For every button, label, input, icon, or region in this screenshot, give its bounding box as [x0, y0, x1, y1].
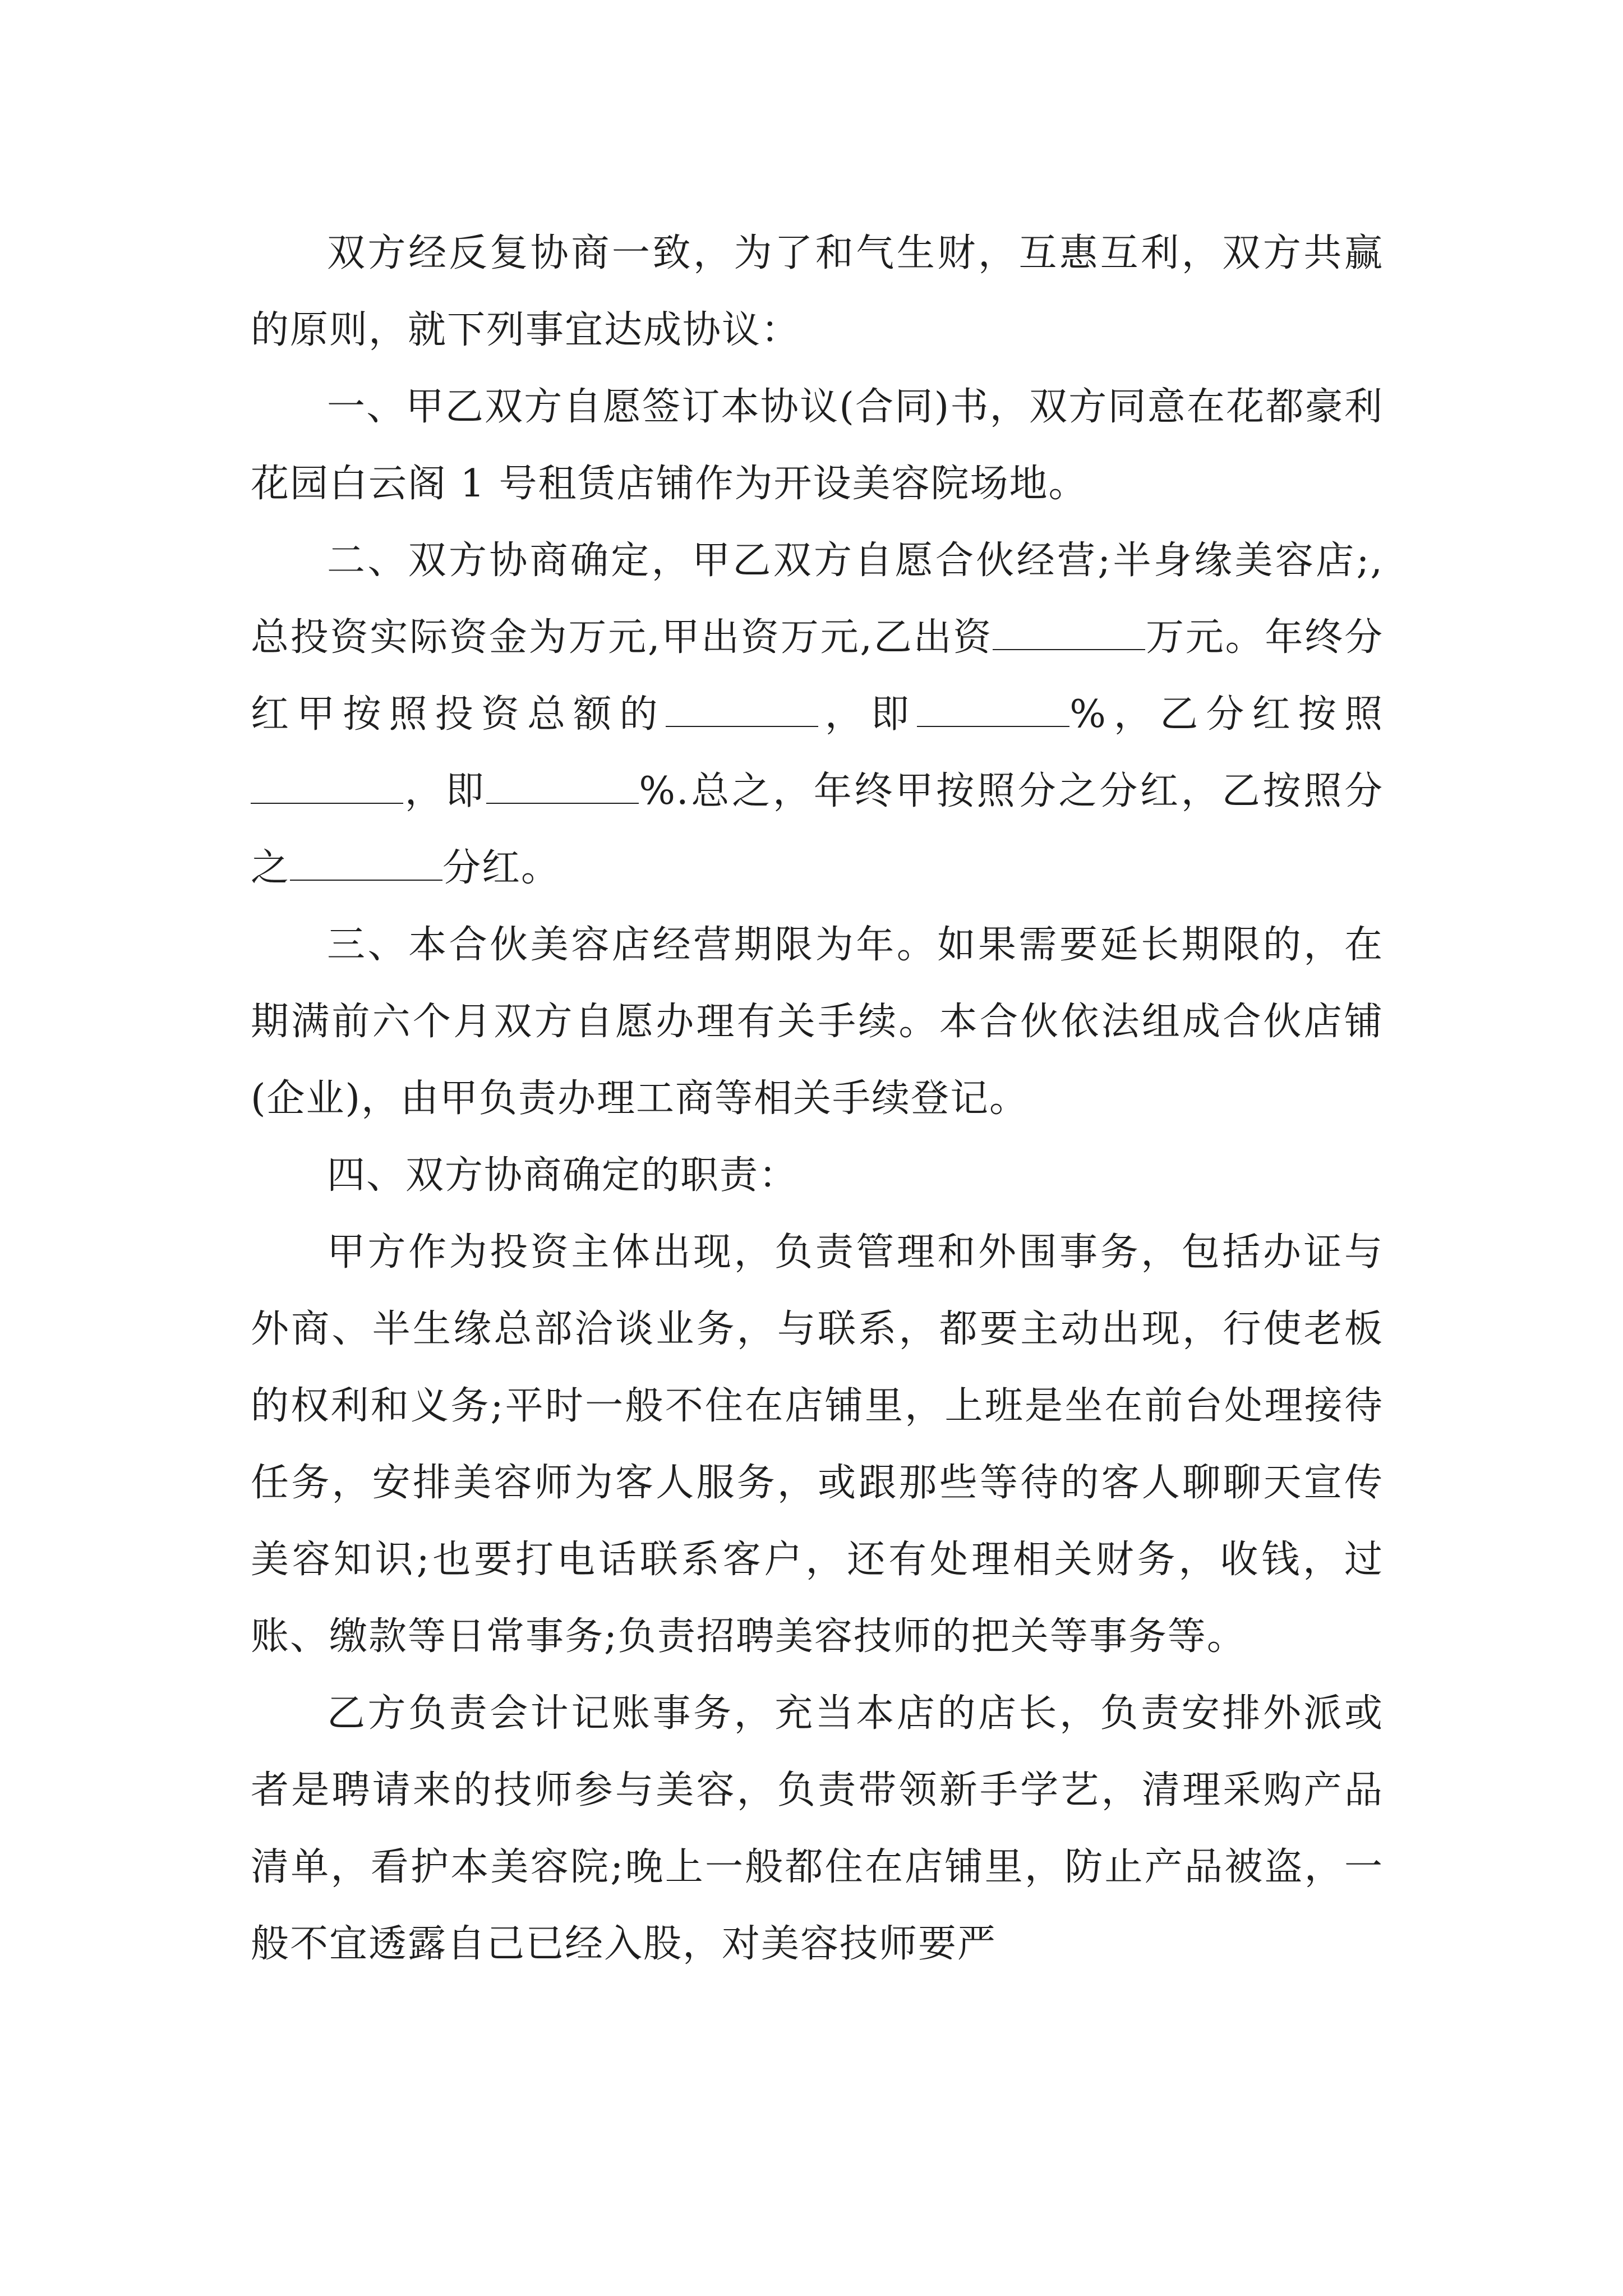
paragraph-preamble	[251, 215, 1384, 369]
paragraph-text: ，即	[818, 692, 917, 737]
paragraph-party-a-duties	[251, 1214, 1384, 1675]
paragraph-clause-2	[251, 522, 1384, 907]
paragraph-text: %.总之，年终甲按照分之分红，乙按照分之	[251, 769, 1384, 890]
paragraph-text: %，乙分红按照	[1069, 692, 1384, 737]
document-body	[251, 215, 1384, 1982]
paragraph-text: ，即	[403, 769, 487, 813]
paragraph-text: 乙方负责会计记账事务，充当本店的店长，负责安排外派或者是聘请来的技师参与美容，负责带领新手学艺，清理采购产品清单，看护本美容院;晚上一般都住在店铺里，防止产品被盗，一般不宜透露自己已经入股，对美容技师要严	[251, 1691, 1384, 1966]
fill-in-blank	[993, 615, 1145, 650]
paragraph-clause-1	[251, 369, 1384, 522]
paragraph-text: 分红。	[442, 846, 561, 890]
paragraph-clause-4	[251, 1137, 1384, 1214]
paragraph-text: 双方经反复协商一致，为了和气生财，互惠互利，双方共赢的原则，就下列事宜达成协议：	[251, 231, 1384, 352]
fill-in-blank	[486, 769, 639, 804]
fill-in-blank	[290, 845, 442, 881]
paragraph-text: 二、双方协商确定，甲乙双方自愿合伙经营;半身缘美容店;,总投资实际资金为万元,甲出资万元,乙出资	[251, 539, 1384, 660]
fill-in-blank	[666, 692, 818, 727]
paragraph-clause-3	[251, 907, 1384, 1137]
paragraph-party-b-duties	[251, 1675, 1384, 1982]
paragraph-text: 四、双方协商确定的职责：	[327, 1153, 799, 1198]
paragraph-text: 万元。年终分红甲按照投资总额的	[251, 615, 1384, 737]
paragraph-text: 甲方作为投资主体出现，负责管理和外围事务，包括办证与外商、半生缘总部洽谈业务，与联系，都要主动出现，行使老板的权利和义务;平时一般不住在店铺里，上班是坐在前台处理接待任务，安排美容师为客人服务，或跟那些等待的客人聊聊天宣传美容知识;也要打电话联系客户，还有处理相关财务，收钱，过账、缴款等日常事务;负责招聘美容技师的把关等事务等。	[251, 1230, 1384, 1659]
paragraph-text: 三、本合伙美容店经营期限为年。如果需要延长期限的，在期满前六个月双方自愿办理有关手续。本合伙依法组成合伙店铺(企业)，由甲负责办理工商等相关手续登记。	[251, 923, 1384, 1121]
fill-in-blank	[251, 769, 403, 804]
paragraph-text: 一、甲乙双方自愿签订本协议(合同)书，双方同意在花都豪利花园白云阁 1 号租赁店铺作为开设美容院场地。	[251, 385, 1384, 506]
fill-in-blank	[917, 692, 1069, 727]
